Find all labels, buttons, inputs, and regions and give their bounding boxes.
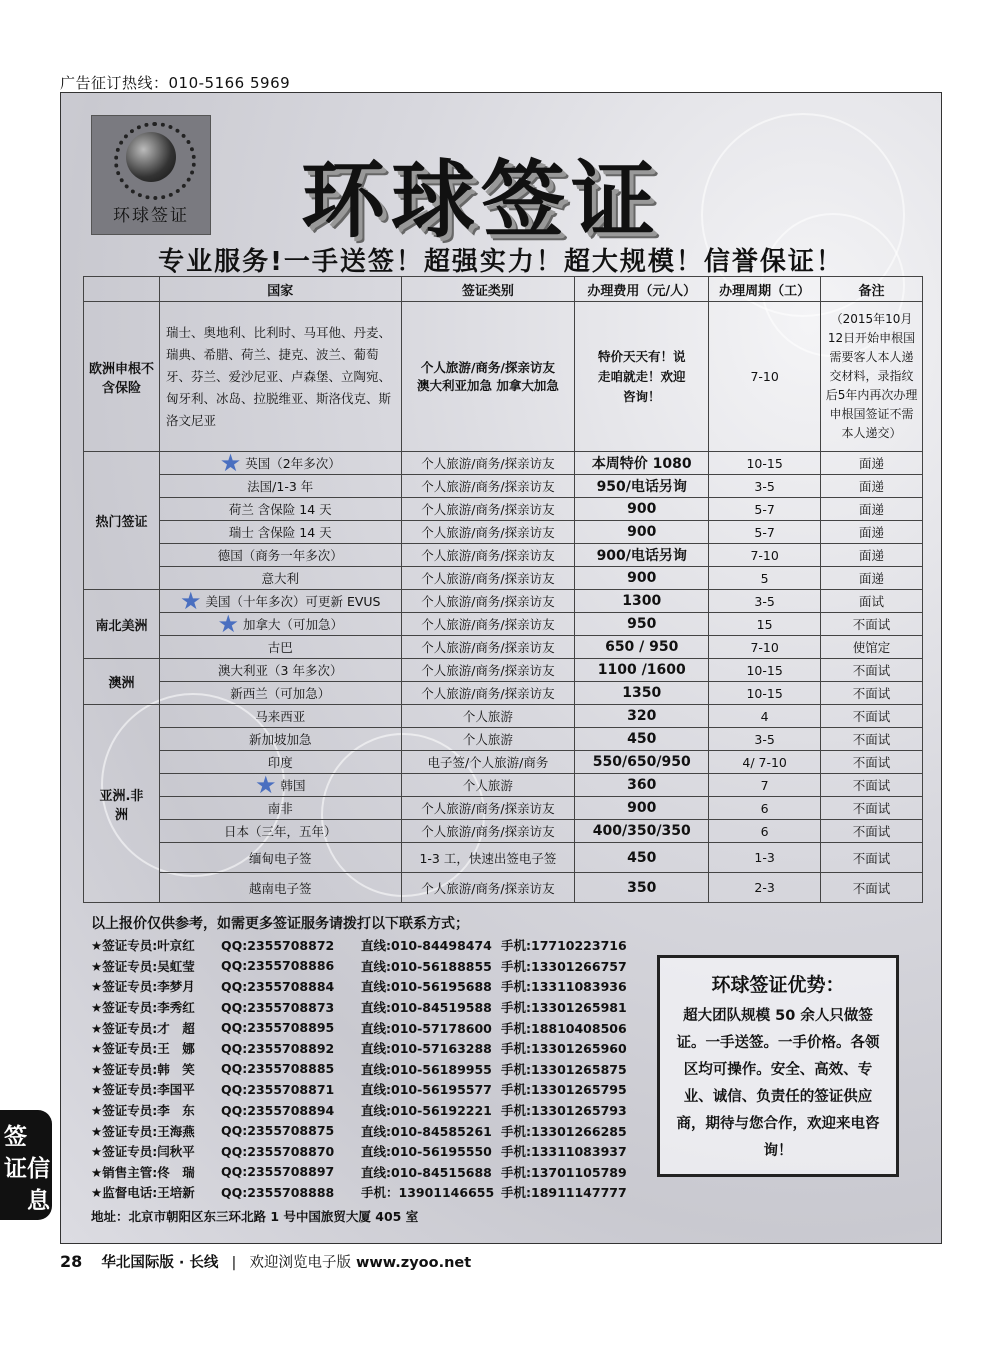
contact-qq: QQ:2355708894 [221, 1102, 335, 1118]
fee-cell: 350 [575, 873, 709, 903]
note-cell: 不面试 [821, 728, 923, 751]
contact-qq: QQ:2355708897 [221, 1164, 335, 1180]
note-cell: 不面试 [821, 613, 923, 636]
contact-tel: 直线:010-56189955 [361, 1061, 492, 1077]
contact-qq: QQ:2355708871 [221, 1081, 335, 1097]
contact-row [91, 956, 651, 977]
fee-cell: 900 [575, 521, 709, 544]
type-cell: 个人旅游/商务/探亲访友 [401, 873, 575, 903]
period-cell: 3-5 [709, 590, 821, 613]
country-cell: ★ 英国（2年多次） [159, 452, 401, 475]
contact-mobile: 手机:13311083936 [501, 979, 627, 995]
note-cell: 不面试 [821, 873, 923, 903]
country-cell: 日本（三年，五年） [159, 820, 401, 843]
period-cell: 4 [709, 705, 821, 728]
brand-title: 环球签证 [301, 151, 662, 249]
contact-mobile: 手机:13301265795 [501, 1082, 627, 1098]
contact-name: ★签证专员:李秀红 [91, 1000, 195, 1016]
period-cell: 5-7 [709, 498, 821, 521]
page-number: 28 [60, 1252, 83, 1271]
header-period: 办理周期（工） [709, 277, 821, 302]
note-cell: 不面试 [821, 843, 923, 873]
table-row [84, 774, 923, 797]
footer-url[interactable]: www.zyoo.net [356, 1255, 472, 1271]
period-cell: 4/ 7-10 [709, 751, 821, 774]
contact-list [91, 913, 651, 1225]
note-cell: 不面试 [821, 820, 923, 843]
note-cell: 面递 [821, 498, 923, 521]
region-asia: 亚洲.非洲 [84, 705, 160, 903]
contact-tel: 直线:010-56195577 [361, 1082, 492, 1098]
fee-cell: 550/650/950 [575, 751, 709, 774]
contact-name: ★签证专员:闫秋平 [91, 1144, 195, 1160]
type-cell: 1-3 工，快速出签电子签 [401, 843, 575, 873]
country-cell: 瑞士 含保险 14 天 [159, 521, 401, 544]
note-cell: 面递 [821, 544, 923, 567]
contact-mobile: 手机:13301265875 [501, 1061, 627, 1077]
note-cell: 不面试 [821, 682, 923, 705]
type-cell: 个人旅游/商务/探亲访友 [401, 452, 575, 475]
contact-qq: QQ:2355708892 [221, 1040, 335, 1056]
contact-name: ★签证专员:吴虹莹 [91, 958, 195, 974]
fee-cell: 360 [575, 774, 709, 797]
contact-qq: QQ:2355708888 [221, 1184, 335, 1200]
country-cell: 南非 [159, 797, 401, 820]
type-cell: 个人旅游/商务/探亲访友 [401, 613, 575, 636]
country-cell: 荷兰 含保险 14 天 [159, 498, 401, 521]
period-cell: 10-15 [709, 659, 821, 682]
contact-row [91, 997, 651, 1018]
section-tab-char: 签 [4, 1124, 27, 1150]
table-row [84, 728, 923, 751]
table-header-row [84, 277, 923, 302]
note-cell: 面递 [821, 452, 923, 475]
fee-cell: 950 [575, 613, 709, 636]
contact-name: ★签证专员:王 娜 [91, 1041, 195, 1057]
contact-tel: 直线:010-57163288 [361, 1041, 492, 1057]
type-cell: 个人旅游 [401, 728, 575, 751]
contact-mobile: 手机:18810408506 [501, 1020, 627, 1036]
region-americas: 南北美洲 [84, 590, 160, 659]
note-cell: 使馆定 [821, 636, 923, 659]
type-cell: 个人旅游/商务/探亲访友 [401, 659, 575, 682]
country-cell: ★ 美国（十年多次）可更新 EVUS [159, 590, 401, 613]
region-europe: 欧洲申根不含保险 [84, 302, 160, 452]
table-row [84, 682, 923, 705]
period-cell: 7 [709, 774, 821, 797]
globe-icon [126, 132, 176, 182]
header-type: 签证类别 [401, 277, 575, 302]
contact-row [91, 1182, 651, 1203]
country-cell: 越南电子签 [159, 873, 401, 903]
fee-cell: 650 / 950 [575, 636, 709, 659]
table-row [84, 452, 923, 475]
table-row [84, 498, 923, 521]
advantages-body: 超大团队规模 50 余人只做签证。一手送签。一手价格。各领区均可操作。安全、高效、专业、诚信、负责任的签证供应商，期待与您合作，欢迎来电咨询！ [676, 1008, 880, 1159]
visa-advertisement [60, 92, 942, 1244]
country-cell: 马来西亚 [159, 705, 401, 728]
fee-cell: 900/电话另询 [575, 544, 709, 567]
type-cell: 个人旅游 [401, 774, 575, 797]
contact-tel: 直线:010-56195688 [361, 979, 492, 995]
table-row [84, 843, 923, 873]
contact-mobile: 手机:13301265793 [501, 1103, 627, 1119]
country-cell: ★ 韩国 [159, 774, 401, 797]
contact-row [91, 1059, 651, 1080]
type-cell: 个人旅游/商务/探亲访友 [401, 521, 575, 544]
country-cell: 印度 [159, 751, 401, 774]
slogan: 专业服务!一手送签！超强实力！超大规模！信誉保证！ [158, 247, 844, 277]
contact-row [91, 1100, 651, 1121]
section-tab-char: 证 [4, 1156, 27, 1182]
type-cell: 个人旅游/商务/探亲访友 [401, 682, 575, 705]
fee-cell: 320 [575, 705, 709, 728]
contact-qq: QQ:2355708873 [221, 999, 335, 1015]
ad-hotline: 广告征订热线：010-5166 5969 [60, 74, 291, 92]
contact-row [91, 1162, 651, 1183]
period-cell: 7-10 [709, 636, 821, 659]
star-icon: ★ [254, 771, 277, 799]
type-cell: 个人旅游 [401, 705, 575, 728]
publication-name: 华北国际版 · 长线 [101, 1255, 219, 1271]
period-cell: 5 [709, 567, 821, 590]
note-cell: 不面试 [821, 797, 923, 820]
country-cell: 澳大利亚（3 年多次） [159, 659, 401, 682]
note-cell: 面试 [821, 590, 923, 613]
table-row-europe [84, 302, 923, 452]
contact-row [91, 1120, 651, 1141]
contact-row [91, 935, 651, 956]
header-fee: 办理费用（元/人） [575, 277, 709, 302]
star-icon: ★ [217, 610, 239, 638]
period-cell: 5-7 [709, 521, 821, 544]
advantages-title: 环球签证优势： [711, 974, 845, 996]
contact-mobile: 手机:18911147777 [501, 1185, 627, 1201]
period-cell: 10-15 [709, 682, 821, 705]
period-cell: 6 [709, 820, 821, 843]
contact-name: ★签证专员:李 东 [91, 1103, 195, 1119]
note-cell: 不面试 [821, 751, 923, 774]
note-cell: 面递 [821, 567, 923, 590]
period-cell: 6 [709, 797, 821, 820]
contact-mobile: 手机:13701105789 [501, 1164, 627, 1180]
contact-qq: QQ:2355708870 [221, 1143, 335, 1159]
table-row [84, 544, 923, 567]
region-oceania: 澳洲 [84, 659, 160, 705]
europe-type: 个人旅游/商务/探亲访友 澳大利亚加急 加拿大加急 [401, 302, 575, 452]
contact-mobile: 手机:13301265960 [501, 1041, 627, 1057]
contact-tel: 直线:010-57178600 [361, 1020, 492, 1036]
contact-row [91, 1141, 651, 1162]
contact-tel: 手机：13901146655 [361, 1185, 495, 1201]
table-row [84, 590, 923, 613]
contact-tel: 直线:010-84498474 [361, 938, 492, 954]
country-cell: 新西兰（可加急） [159, 682, 401, 705]
fee-cell: 450 [575, 843, 709, 873]
fee-cell: 900 [575, 567, 709, 590]
contact-mobile: 手机:17710223716 [501, 938, 627, 954]
type-cell: 个人旅游/商务/探亲访友 [401, 636, 575, 659]
contact-qq: QQ:2355708872 [221, 937, 335, 953]
note-cell: 面递 [821, 475, 923, 498]
contact-qq: QQ:2355708885 [221, 1061, 335, 1077]
header-region [84, 277, 160, 302]
table-row [84, 797, 923, 820]
company-logo [91, 115, 211, 235]
note-cell: 面递 [821, 521, 923, 544]
contact-name: ★签证专员:叶京红 [91, 938, 195, 954]
table-row [84, 613, 923, 636]
contact-intro: 以上报价仅供参考，如需更多签证服务请拨打以下联系方式； [91, 916, 469, 932]
footer-browse-text: 欢迎浏览电子版 [249, 1255, 351, 1271]
fee-cell: 900 [575, 498, 709, 521]
contact-tel: 直线:010-84515688 [361, 1164, 492, 1180]
fee-cell: 本周特价 1080 [575, 452, 709, 475]
table-row [84, 521, 923, 544]
contact-mobile: 手机:13311083937 [501, 1144, 627, 1160]
contact-qq: QQ:2355708895 [221, 1020, 335, 1036]
contact-tel: 直线:010-84519588 [361, 1000, 492, 1016]
country-cell: 缅甸电子签 [159, 843, 401, 873]
address: 地址：北京市朝阳区东三环北路 1 号中国旅贸大厦 405 室 [91, 1208, 419, 1224]
contact-name: ★监督电话:王培新 [91, 1185, 195, 1201]
contact-name: ★签证专员:李梦月 [91, 979, 195, 995]
type-cell: 个人旅游/商务/探亲访友 [401, 820, 575, 843]
type-cell: 电子签/个人旅游/商务 [401, 751, 575, 774]
logo-text: 环球签证 [113, 206, 189, 226]
europe-period: 7-10 [709, 302, 821, 452]
note-cell: 不面试 [821, 659, 923, 682]
contact-name: ★签证专员:才 超 [91, 1020, 195, 1036]
section-tab-char: 信 [27, 1156, 50, 1182]
note-cell: 不面试 [821, 705, 923, 728]
type-cell: 个人旅游/商务/探亲访友 [401, 590, 575, 613]
country-cell: 新加坡加急 [159, 728, 401, 751]
europe-countries: 瑞士、奥地利、比利时、马耳他、丹麦、瑞典、希腊、荷兰、捷克、波兰、葡萄牙、芬兰、爱沙尼亚、卢森堡、立陶宛、匈牙利、冰岛、拉脱维亚、斯洛伐克、斯洛文尼亚 [159, 302, 401, 452]
contact-name: ★销售主管:佟 瑞 [91, 1164, 195, 1180]
table-row [84, 567, 923, 590]
country-cell: 意大利 [159, 567, 401, 590]
note-cell: 不面试 [821, 774, 923, 797]
type-cell: 个人旅游/商务/探亲访友 [401, 544, 575, 567]
country-cell: 德国（商务一年多次） [159, 544, 401, 567]
type-cell: 个人旅游/商务/探亲访友 [401, 797, 575, 820]
fee-cell: 1300 [575, 590, 709, 613]
contact-qq: QQ:2355708886 [221, 958, 335, 974]
type-cell: 个人旅游/商务/探亲访友 [401, 498, 575, 521]
table-row [84, 705, 923, 728]
contact-tel: 直线:010-56195550 [361, 1144, 492, 1160]
type-cell: 个人旅游/商务/探亲访友 [401, 567, 575, 590]
table-row [84, 751, 923, 774]
table-row [84, 873, 923, 903]
header-note: 备注 [821, 277, 923, 302]
visa-price-table [83, 276, 923, 903]
footer-separator: | [231, 1255, 237, 1271]
fee-cell: 950/电话另询 [575, 475, 709, 498]
fee-cell: 450 [575, 728, 709, 751]
europe-note: （2015年10月12日开始申根国需要客人本人递交材料，录指纹后5年内再次办理申根国签证不需本人递交） [821, 302, 923, 452]
contact-name: ★签证专员:韩 笑 [91, 1061, 195, 1077]
contact-qq: QQ:2355708884 [221, 978, 335, 994]
contact-mobile: 手机:13301265981 [501, 1000, 627, 1016]
fee-cell: 900 [575, 797, 709, 820]
country-cell: 法国/1-3 年 [159, 475, 401, 498]
contact-name: ★签证专员:王海燕 [91, 1123, 195, 1139]
table-row [84, 659, 923, 682]
table-row [84, 636, 923, 659]
contact-mobile: 手机:13301266285 [501, 1123, 627, 1139]
europe-fee: 特价天天有！说走咱就走！欢迎咨询！ [575, 302, 709, 452]
contact-row [91, 1038, 651, 1059]
advantages-box [657, 955, 899, 1177]
period-cell: 1-3 [709, 843, 821, 873]
table-row [84, 475, 923, 498]
period-cell: 3-5 [709, 475, 821, 498]
type-cell: 个人旅游/商务/探亲访友 [401, 475, 575, 498]
period-cell: 15 [709, 613, 821, 636]
period-cell: 3-5 [709, 728, 821, 751]
contact-tel: 直线:010-84585261 [361, 1123, 492, 1139]
contact-qq: QQ:2355708875 [221, 1123, 335, 1139]
page-footer [60, 1251, 471, 1272]
contact-tel: 直线:010-56188855 [361, 958, 492, 974]
star-icon: ★ [179, 587, 202, 615]
contact-tel: 直线:010-56192221 [361, 1103, 492, 1119]
section-tab-char: 息 [27, 1188, 50, 1214]
region-hot: 热门签证 [84, 452, 160, 590]
section-tab [0, 1110, 52, 1220]
period-cell: 10-15 [709, 452, 821, 475]
contact-name: ★签证专员:李国平 [91, 1082, 195, 1098]
country-cell: ★ 加拿大（可加急） [159, 613, 401, 636]
country-cell: 古巴 [159, 636, 401, 659]
fee-cell: 400/350/350 [575, 820, 709, 843]
period-cell: 7-10 [709, 544, 821, 567]
period-cell: 2-3 [709, 873, 821, 903]
contact-row [91, 976, 651, 997]
star-icon: ★ [219, 449, 242, 477]
table-row [84, 820, 923, 843]
fee-cell: 1100 /1600 [575, 659, 709, 682]
fee-cell: 1350 [575, 682, 709, 705]
contact-mobile: 手机:13301266757 [501, 958, 627, 974]
contact-row [91, 1079, 651, 1100]
contact-row [91, 1017, 651, 1038]
header-country: 国家 [159, 277, 401, 302]
